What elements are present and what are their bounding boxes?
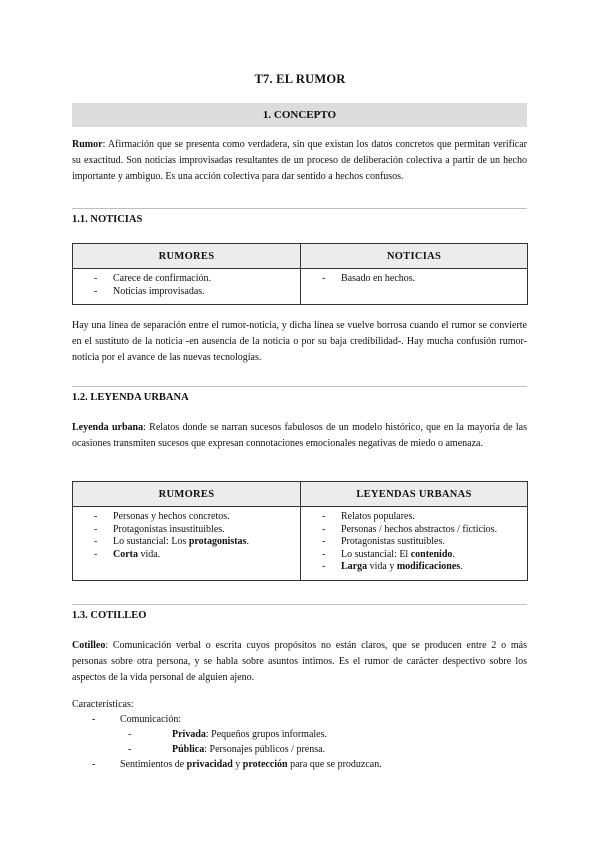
noticias-paragraph: Hay una línea de separación entre el rumor-noticia, y dicha línea se vuelve borrosa cuando el rumor se convierte en el sustituto de la noticia -en ausencia de la noticia o por su baja credibilidad-. Hay mucha confusión rumor-noticia por el avance de las nuevas tecnologías.	[72, 320, 527, 363]
cotilleo-paragraph	[72, 638, 527, 686]
table-rumores-noticias	[72, 243, 528, 305]
item-text: vida y	[367, 561, 397, 572]
table-cell-leyendas	[301, 507, 528, 581]
list-item	[73, 549, 300, 562]
table-header-rumores: RUMORES	[73, 244, 301, 269]
item-emphasis: protagonistas	[188, 536, 247, 547]
list-item	[301, 561, 527, 574]
list-item	[72, 727, 527, 742]
list-item: - Protagonistas insustituibles.	[73, 524, 300, 537]
item-emphasis: modificaciones	[396, 561, 461, 572]
section-divider	[72, 386, 527, 387]
section-divider	[72, 208, 527, 209]
item-text: .	[460, 561, 463, 572]
item-emphasis: Pública	[172, 744, 205, 755]
list-item: - Relatos populares.	[301, 511, 527, 524]
item-emphasis: Corta	[113, 548, 138, 560]
item-emphasis: Larga	[341, 561, 368, 572]
heading-noticias: 1.1. NOTICIAS	[72, 214, 143, 225]
list-item	[301, 549, 527, 562]
caracteristicas-label: Características:	[72, 699, 134, 710]
list-item: - Carece de confirmación.	[73, 273, 300, 286]
item-emphasis: privacidad	[186, 759, 233, 770]
concepto-term: Rumor	[72, 139, 103, 150]
item-text: para que se produzcan.	[287, 759, 382, 770]
section-band-concepto: 1. CONCEPTO	[72, 103, 527, 127]
item-text: .	[246, 536, 249, 547]
table-cell-rumores	[73, 507, 301, 581]
heading-leyenda-urbana: 1.2. LEYENDA URBANA	[72, 392, 189, 403]
leyenda-term: Leyenda urbana	[72, 422, 144, 433]
table-cell-rumores	[73, 269, 301, 305]
item-text: Sentimientos de	[120, 759, 187, 770]
concepto-paragraph	[72, 137, 527, 185]
item-emphasis: contenido	[410, 548, 453, 560]
list-item	[72, 742, 527, 757]
section-divider	[72, 604, 527, 605]
item-text: .	[452, 548, 455, 560]
item-text: : Personajes públicos / prensa.	[204, 744, 326, 755]
list-item: - Personas / hechos abstractos / ficticios.	[301, 524, 527, 537]
caracteristicas-block	[72, 697, 527, 772]
concepto-definition: : Afirmación que se presenta como verdadera, sin que existan los datos concretos que permitan verificar su exactitud. Son noticias improvisadas resultantes de un proceso de deliberación colectiva a partir de un hecho importante y ambiguo. Es una acción colectiva para dar sentido a hechos confusos.	[72, 139, 527, 182]
cotilleo-definition: : Comunicación verbal o escrita cuyos propósitos no están claros, que se producen entre 2 o más personas sobre otra persona, y se habla sobre asuntos íntimos. Es el rumor de carácter despectivo sobre los aspectos de la vida personal de alguien ajeno.	[72, 640, 527, 683]
table-header-noticias: NOTICIAS	[301, 244, 528, 269]
item-text: Lo sustancial: Los	[113, 536, 189, 547]
item-text: y	[232, 759, 243, 770]
heading-cotilleo: 1.3. COTILLEO	[72, 610, 147, 621]
cotilleo-term: Cotilleo	[72, 640, 106, 651]
table-header-rumores: RUMORES	[73, 482, 301, 507]
list-item: - Basado en hechos.	[301, 273, 527, 286]
list-item: - Personas y hechos concretos.	[73, 511, 300, 524]
item-emphasis: protección	[242, 759, 288, 770]
item-text: vida.	[138, 548, 161, 560]
list-item: - Comunicación:	[72, 712, 527, 727]
table-rumores-leyendas	[72, 481, 528, 581]
list-item: - Protagonistas sustituibles.	[301, 536, 527, 549]
list-item: - Noticias improvisadas.	[73, 286, 300, 299]
leyenda-definition: : Relatos donde se narran sucesos fabulosos de un modelo histórico, que en la mayoría de las ocasiones transmiten sucesos que expresan connotaciones emocionales negativas de miedo o amenaza.	[72, 422, 528, 449]
item-emphasis: Privada	[172, 729, 206, 740]
list-item	[73, 536, 300, 549]
leyenda-paragraph	[72, 420, 527, 452]
table-header-leyendas-urbanas: LEYENDAS URBANAS	[301, 482, 528, 507]
item-text: : Pequeños grupos informales.	[205, 729, 327, 740]
item-text: Lo sustancial: El	[341, 548, 411, 560]
list-item	[72, 757, 527, 772]
document-title: T7. EL RUMOR	[254, 72, 346, 86]
table-cell-noticias	[301, 269, 528, 305]
